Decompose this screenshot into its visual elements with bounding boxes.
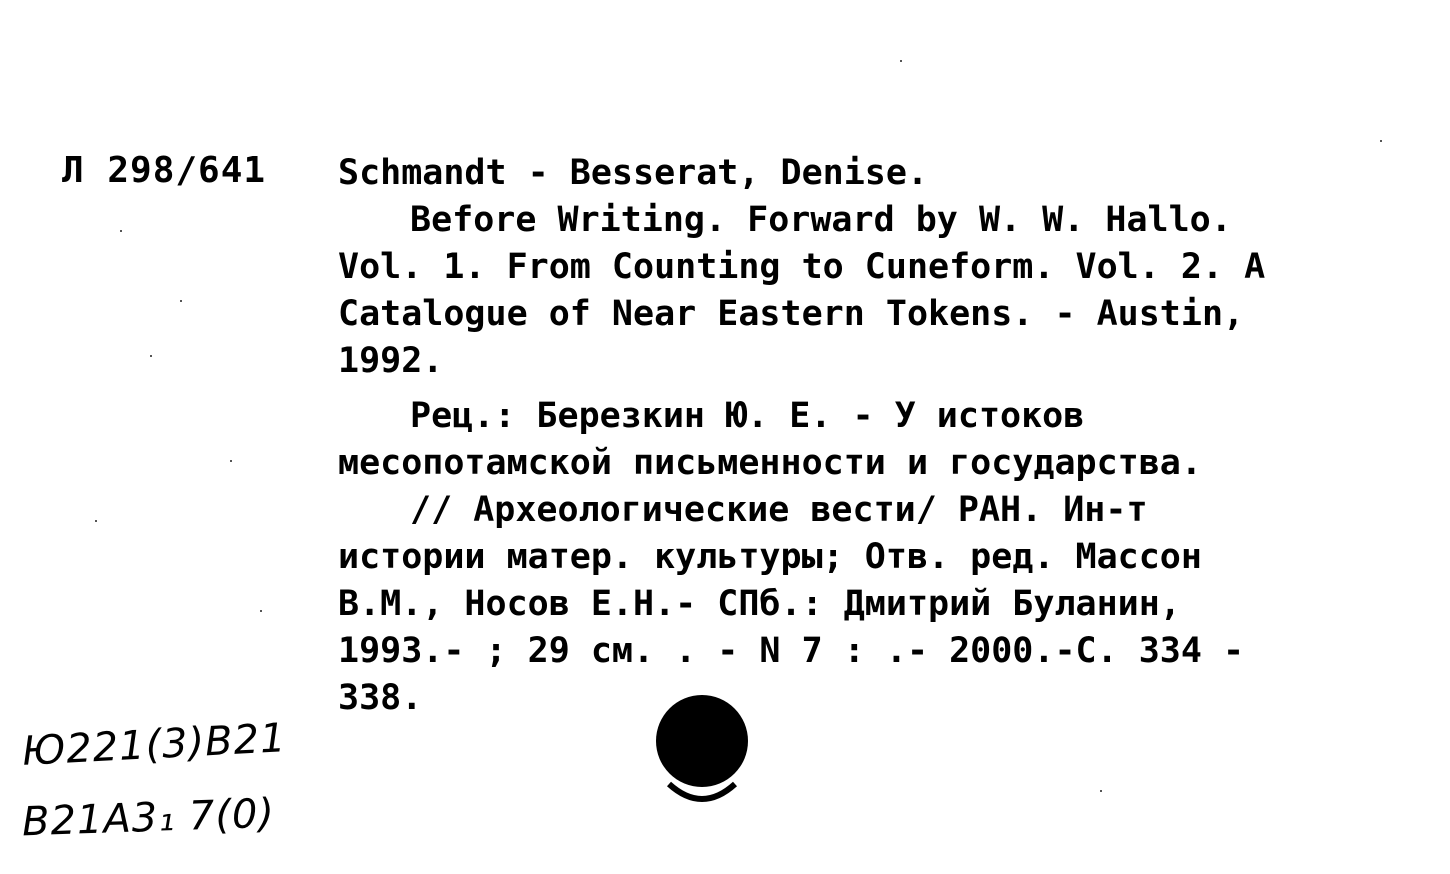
entry-line-author: Schmandt - Besserat, Denise. [338,153,929,193]
scan-speck [1380,140,1382,142]
bibliographic-entry [338,150,1438,722]
entry-line: Vol. 1. From Counting to Cuneform. Vol. 2. A [338,247,1266,287]
scan-speck [120,230,122,232]
scan-speck [95,520,97,522]
handwritten-classification-1: Ю221(3)В21 [20,715,288,775]
scan-speck [1100,790,1102,792]
entry-line-title: Before Writing. Forward by W. W. Hallo. [410,200,1232,240]
review-line: 1993.- ; 29 см. . - N 7 : .- 2000.-С. 334 - [338,631,1245,671]
review-line: // Археологические вести/ РАН. Ин-т [410,490,1148,530]
review-line: месопотамской письменности и государства. [338,443,1202,483]
scan-speck [260,610,262,612]
handwritten-classification-2: В21А3₁ 7(0) [21,790,276,846]
scan-speck [150,355,152,357]
review-line: истории матер. культуры; Отв. ред. Массон [338,537,1202,577]
shelfmark: Л 298/641 [62,150,267,191]
scan-speck [180,300,182,302]
punch-hole-icon [656,695,748,787]
review-line: Рец.: Березкин Ю. Е. - У истоков [410,396,1085,436]
scan-speck [230,460,232,462]
scan-speck [900,60,902,62]
entry-line: Catalogue of Near Eastern Tokens. - Austin, [338,294,1245,334]
review-line: 338. [338,678,423,718]
punch-tear-icon [665,780,739,814]
review-line: В.М., Носов Е.Н.- СПб.: Дмитрий Буланин, [338,584,1181,624]
entry-line: 1992. [338,341,444,381]
